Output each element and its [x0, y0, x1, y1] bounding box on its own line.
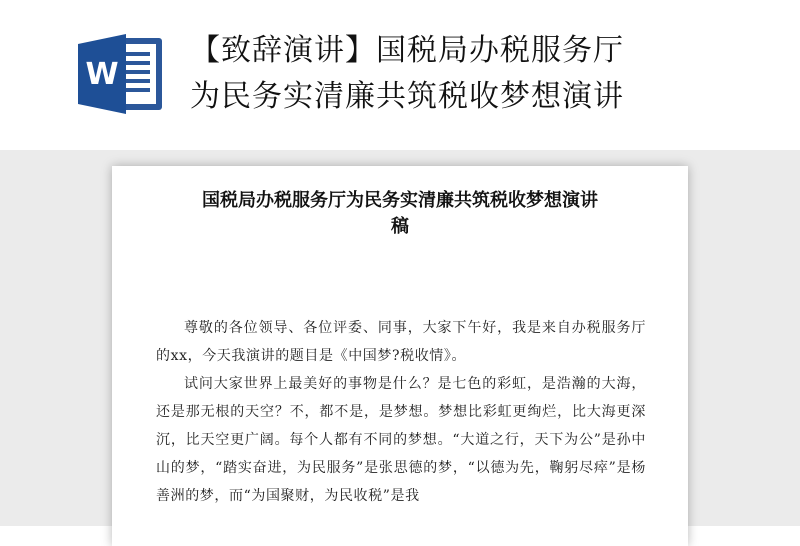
banner: [0, 0, 800, 150]
document-title-line-1: 国税局办税服务厅为民务实清廉共筑税收梦想演讲: [202, 190, 598, 211]
document-body: [156, 314, 646, 510]
document-title: [152, 188, 648, 240]
word-document-icon: [76, 32, 164, 116]
banner-title: [190, 28, 790, 120]
document-title-line-2: 稿: [391, 216, 409, 237]
banner-title-line-2: 为民务实清廉共筑税收梦想演讲: [190, 79, 624, 114]
document-page: [112, 166, 688, 546]
svg-text:W: W: [85, 57, 119, 92]
banner-title-line-1: 【致辞演讲】国税局办税服务厅: [190, 33, 624, 68]
body-paragraph-1: 尊敬的各位领导、各位评委、同事，大家下午好，我是来自办税服务厅的xx，今天我演讲的题目是《中国梦?税收情》。: [156, 320, 646, 364]
body-paragraph-2: 试问大家世界上最美好的事物是什么？是七色的彩虹，是浩瀚的大海，还是那无根的天空？不，都不是，是梦想。梦想比彩虹更绚烂，比大海更深沉，比天空更广阔。每个人都有不同的梦想。“大道之行，天下为公”是孙中山的梦，“踏实奋进，为民服务”是张思德的梦，“以德为先，鞠躬尽瘁”是杨善洲的梦，而“为国聚财，为民收税”是我: [156, 376, 646, 504]
